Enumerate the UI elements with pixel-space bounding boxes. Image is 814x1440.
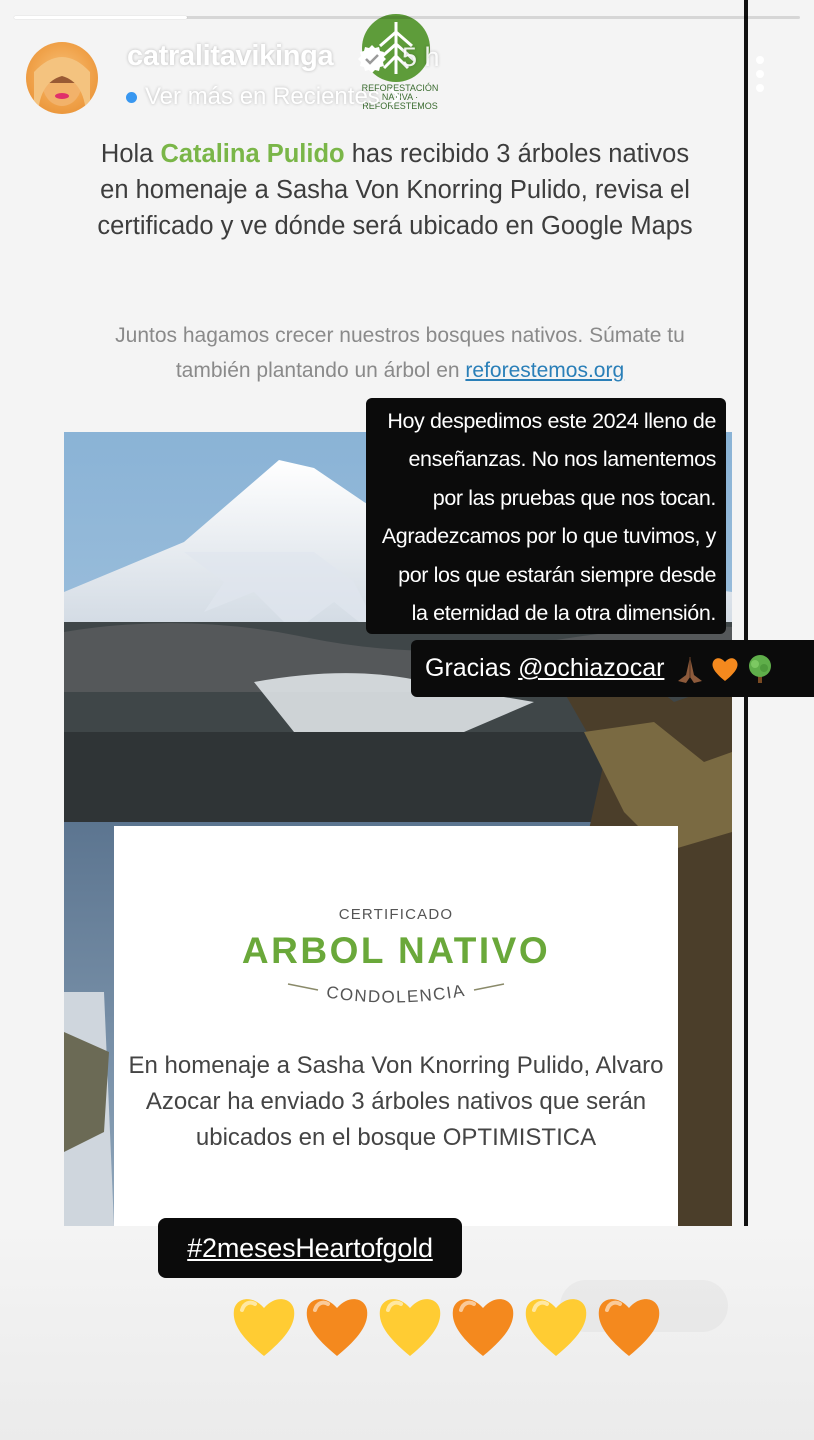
caption-line: Hoy despedimos este 2024 lleno de xyxy=(387,409,716,433)
caption-line: enseñanzas. No nos lamentemos xyxy=(408,447,716,472)
avatar[interactable] xyxy=(26,42,98,114)
caption-line: por los que estarán siempre desde xyxy=(398,562,716,587)
thanks-label: Gracias xyxy=(425,654,512,682)
mention-link[interactable]: @ochiazocar xyxy=(518,654,665,682)
screenshot-edge-line xyxy=(744,0,748,1226)
thanks-sticker xyxy=(411,640,814,697)
email-greeting xyxy=(90,136,700,244)
yellow-heart-icon xyxy=(520,1290,592,1362)
story-progress-track xyxy=(14,16,800,19)
orange-heart-icon xyxy=(709,653,741,685)
certificate-title: ARBOL NATIVO xyxy=(241,930,551,971)
certificate-kicker: CERTIFICADO xyxy=(338,906,454,923)
caption-line: Agradezcamos por lo que tuvimos, y xyxy=(381,524,716,549)
verified-badge-icon xyxy=(357,44,387,74)
certificate-card xyxy=(114,826,678,1226)
hearts-row xyxy=(228,1290,668,1366)
certificate-body: En homenaje a Sasha Von Knorring Pulido, Alvaro Azocar ha enviado 3 árboles nativos que serán ubicados en el bosque OPTIMISTICA xyxy=(128,1052,664,1151)
story-username[interactable]: catralitavikinga xyxy=(127,40,334,72)
hashtag-sticker[interactable]: #2mesesHeartofgold xyxy=(158,1218,462,1278)
caption-line: la eternidad de la otra dimensión. xyxy=(411,601,716,626)
svg-text:CONDOLENCIA xyxy=(325,981,467,1007)
tree-icon xyxy=(744,653,776,685)
folded-hands-icon xyxy=(674,653,706,685)
caption-line: por las pruebas que nos tocan. xyxy=(432,485,716,510)
story-caption xyxy=(366,398,726,634)
unread-dot xyxy=(126,92,137,103)
recipient-name: Catalina Pulido xyxy=(160,140,345,168)
orange-heart-icon xyxy=(593,1290,665,1362)
certificate-subtitle: CONDOLENCIA xyxy=(325,980,467,1007)
story-progress-fill xyxy=(14,16,187,19)
yellow-heart-icon xyxy=(374,1290,446,1362)
more-vertical-icon[interactable] xyxy=(748,52,772,96)
reforestemos-link[interactable]: reforestemos.org xyxy=(465,359,625,382)
see-more-recent-link[interactable] xyxy=(126,83,402,111)
see-more-recent-label: Ver más en Recientes xyxy=(145,83,380,110)
chevron-right-icon xyxy=(388,86,402,108)
yellow-heart-icon xyxy=(228,1290,300,1362)
thanks-emojis xyxy=(674,653,776,685)
story-time: 5 h xyxy=(402,42,440,72)
greeting-rest: has recibido 3 árboles nativos en homenaje a Sasha Von Knorring Pulido, revisa el certificado y ve dónde será ubicado en Google Maps xyxy=(97,140,693,240)
orange-heart-icon xyxy=(447,1290,519,1362)
certificate-subtitle-arc xyxy=(284,976,508,1016)
email-subtext xyxy=(80,318,720,388)
orange-heart-icon xyxy=(301,1290,373,1362)
email-subtext-body: Juntos hagamos crecer nuestros bosques nativos. Súmate tu también plantando un árbol en xyxy=(115,324,685,382)
logo-wordmark: REFORESTACIÓN NATIVA · REFORESTEMOS xyxy=(361,83,439,111)
greeting-prefix: Hola xyxy=(100,140,161,168)
